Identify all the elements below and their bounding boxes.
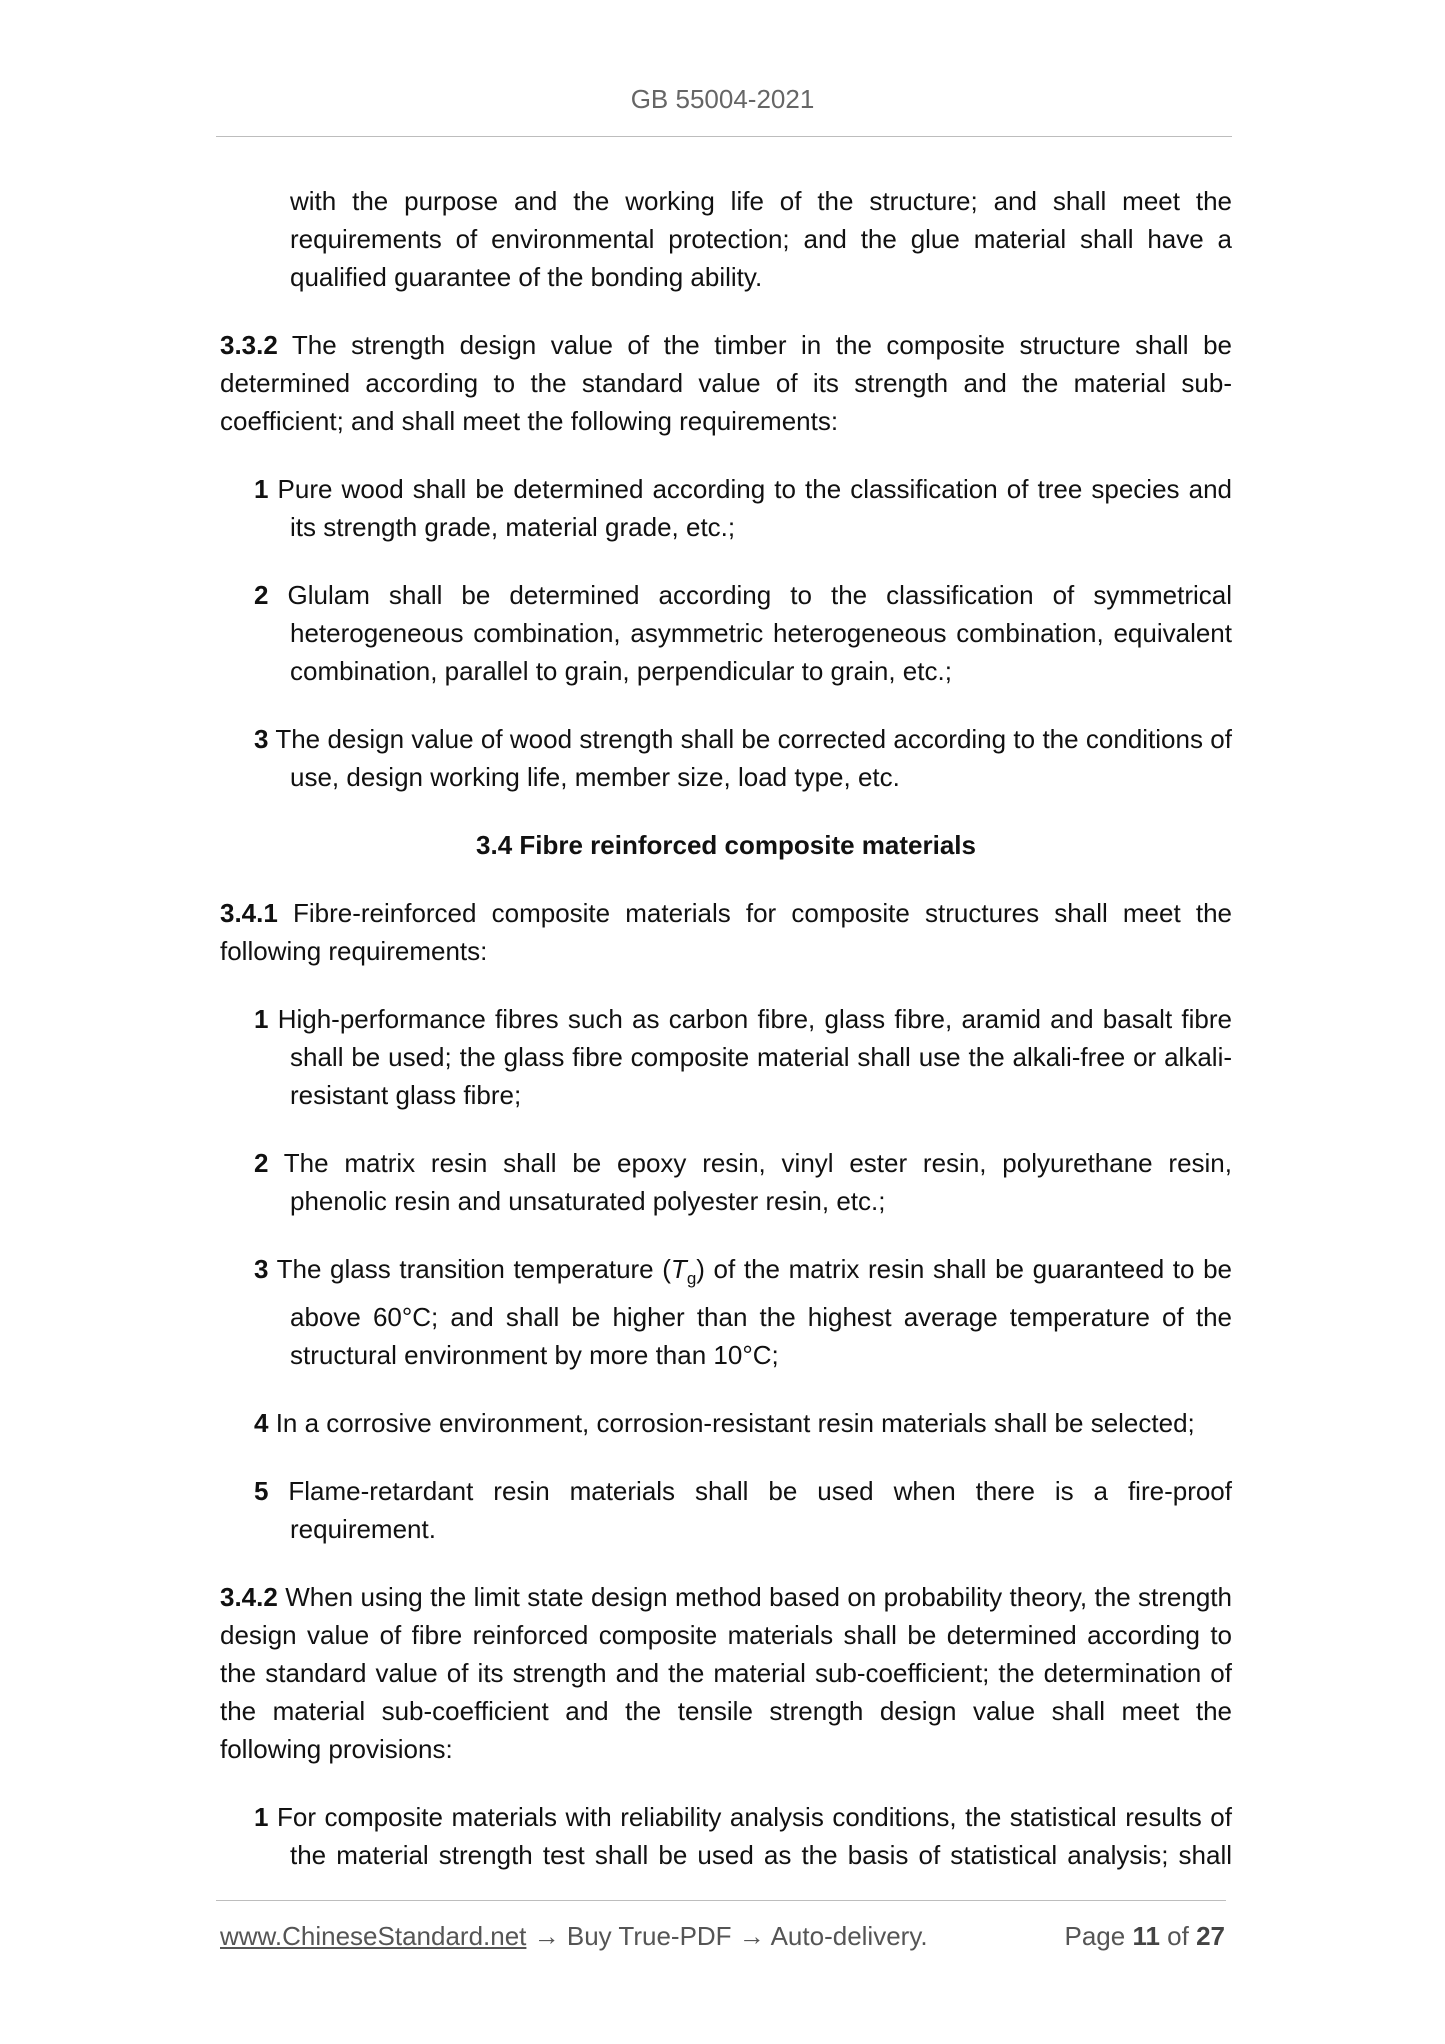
item-number: 2 <box>254 1148 269 1178</box>
clause-3-4-1 <box>220 894 1232 970</box>
page-content <box>220 182 1232 1904</box>
list-item <box>254 1472 1232 1548</box>
item-text: In a corrosive environment, corrosion-resistant resin materials shall be selected; <box>268 1408 1195 1439</box>
document-footer <box>220 1921 1225 1952</box>
item-number: 1 <box>254 1004 269 1034</box>
item-number: 2 <box>254 580 269 610</box>
clause-number: 3.4.2 <box>220 1582 278 1613</box>
page-number: 11 <box>1132 1921 1160 1951</box>
arrow-icon: → <box>731 1921 771 1951</box>
item-number: 1 <box>254 1802 269 1833</box>
header-rule <box>216 136 1232 137</box>
list-item <box>254 1798 1232 1874</box>
item-number: 3 <box>254 1254 269 1284</box>
arrow-icon: → <box>526 1921 567 1951</box>
item-number: 4 <box>254 1408 269 1439</box>
page-label: Page <box>1064 1921 1133 1951</box>
item-number: 1 <box>254 474 269 504</box>
clause-3-3-2 <box>220 326 1232 440</box>
list-item <box>254 576 1232 690</box>
clause-number: 3.3.2 <box>220 330 278 360</box>
list-item <box>254 1404 1232 1442</box>
clause-number: 3.4.1 <box>220 898 278 928</box>
website-link[interactable]: www.ChineseStandard.net <box>220 1921 527 1951</box>
footer-rule <box>216 1900 1226 1901</box>
list-item <box>254 1144 1232 1220</box>
clause-3-4-2 <box>220 1578 1232 1768</box>
document-header: GB 55004-2021 <box>630 84 815 114</box>
list-item <box>254 720 1232 796</box>
delivery-text: Auto-delivery. <box>770 1921 928 1951</box>
page-total: 27 <box>1196 1921 1225 1951</box>
item-text: Glulam shall be determined according to the classification of symmetrical heterogeneous combination, asymmetric heterogeneous combination, equivalent combination, parallel to grain, perpendicular to grain, etc.; <box>268 580 1232 686</box>
of-label: of <box>1159 1921 1197 1951</box>
item-text-continued: ) of the matrix resin shall be guaranteed to be above 60°C; and shall be higher than the highest average temperature of the structural environment by more than 10°C; <box>290 1254 1233 1371</box>
item-text: Flame-retardant resin materials shall be used when there is a fire-proof requirement. <box>268 1476 1232 1545</box>
item-text: High-performance fibres such as carbon fibre, glass fibre, aramid and basalt fibre shall be used; the glass fibre composite material shall use the alkali-free or alkali-resistant glass fibre; <box>268 1004 1232 1110</box>
symbol-subscript: g <box>686 1269 697 1289</box>
page-indicator <box>1064 1921 1225 1952</box>
item-number: 3 <box>254 724 269 754</box>
item-text: The glass transition temperature ( <box>268 1254 671 1284</box>
list-item <box>254 1000 1232 1114</box>
symbol-t: T <box>670 1254 687 1284</box>
item-text: For composite materials with reliability analysis conditions, the statistical results of the material strength test shall be used as the basis of statistical analysis; shall <box>268 1802 1232 1871</box>
item-number: 5 <box>254 1476 269 1507</box>
continued-paragraph: with the purpose and the working life of the structure; and shall meet the requirements of environmental protection; and the glue material shall have a qualified guarantee of the bonding ability. <box>290 186 1232 292</box>
buy-text: Buy True-PDF <box>566 1921 732 1951</box>
item-text: Pure wood shall be determined according to the classification of tree species and its strength grade, material grade, etc.; <box>268 474 1232 542</box>
clause-text: The strength design value of the timber in the composite structure shall be determined according to the standard value of its strength and the material sub-coefficient; and shall meet the following requirements: <box>220 330 1232 436</box>
list-item <box>254 470 1232 546</box>
section-heading: 3.4 Fibre reinforced composite materials <box>476 830 976 860</box>
item-text: The design value of wood strength shall be corrected according to the conditions of use, design working life, member size, load type, etc. <box>268 724 1232 792</box>
clause-text: Fibre-reinforced composite materials for composite structures shall meet the following requirements: <box>220 898 1232 966</box>
clause-text: When using the limit state design method based on probability theory, the strength design value of fibre reinforced composite materials shall be determined according to the standard value of its strength and the material sub-coefficient; the determination of the material sub-coefficient and the tensile strength design value shall meet the following provisions: <box>220 1582 1232 1765</box>
list-item <box>254 1250 1232 1374</box>
item-text: The matrix resin shall be epoxy resin, vinyl ester resin, polyurethane resin, phenolic resin and unsaturated polyester resin, etc.; <box>268 1148 1232 1216</box>
